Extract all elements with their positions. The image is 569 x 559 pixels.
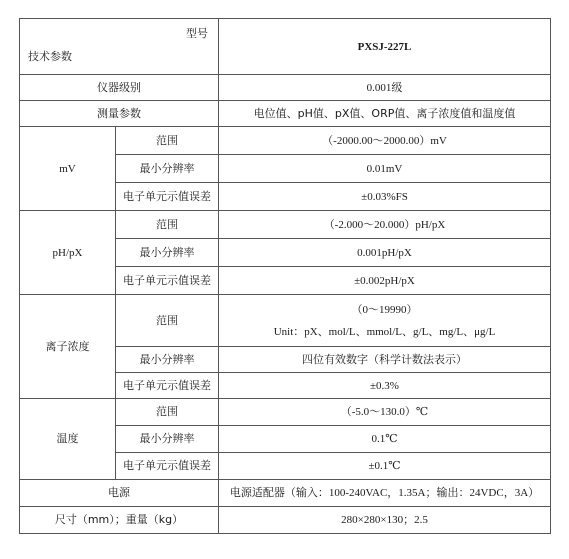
- temp-err-value: ±0.1℃: [219, 453, 551, 480]
- table-row: [20, 211, 551, 239]
- group-ph: pH/pX: [20, 211, 116, 295]
- group-temp: 温度: [20, 399, 116, 480]
- table-row: [20, 480, 551, 507]
- table-row: [20, 101, 551, 127]
- mv-range-label: 范围: [116, 127, 219, 155]
- table-row: [20, 75, 551, 101]
- temp-range-value: （-5.0～130.0）℃: [219, 399, 551, 426]
- ion-err-label: 电子单元示值误差: [116, 373, 219, 399]
- ion-res-label: 最小分辨率: [116, 347, 219, 373]
- table-row: [20, 295, 551, 347]
- group-ion: 离子浓度: [20, 295, 116, 399]
- model-value: PXSJ-227L: [219, 19, 551, 75]
- ph-res-value: 0.001pH/pX: [219, 239, 551, 267]
- temp-range-label: 范围: [116, 399, 219, 426]
- grade-label: 仪器级别: [20, 75, 219, 101]
- ph-res-label: 最小分辨率: [116, 239, 219, 267]
- temp-err-label: 电子单元示值误差: [116, 453, 219, 480]
- power-value: 电源适配器（输入：100-240VAC，1.35A；输出：24VDC，3A）: [219, 480, 551, 507]
- ion-range-unit: Unit：pX、mol/L、mmol/L、g/L、mg/L、μg/L: [273, 325, 496, 338]
- temp-res-label: 最小分辨率: [116, 426, 219, 453]
- ion-res-value: 四位有效数字（科学计数法表示）: [219, 347, 551, 373]
- mv-err-value: ±0.03%FS: [219, 183, 551, 211]
- measure-value: 电位值、pH值、pX值、ORP值、离子浓度值和温度值: [219, 101, 551, 127]
- ion-range-label: 范围: [116, 295, 219, 347]
- table-row: [20, 399, 551, 426]
- ph-err-value: ±0.002pH/pX: [219, 267, 551, 295]
- ph-range-label: 范围: [116, 211, 219, 239]
- table-row: [20, 19, 551, 75]
- measure-label: 测量参数: [20, 101, 219, 127]
- mv-err-label: 电子单元示值误差: [116, 183, 219, 211]
- mv-res-value: 0.01mV: [219, 155, 551, 183]
- ion-range-cell: [219, 295, 551, 347]
- param-label: 技术参数: [28, 50, 72, 63]
- ph-err-label: 电子单元示值误差: [116, 267, 219, 295]
- power-label: 电源: [20, 480, 219, 507]
- group-mv: mV: [20, 127, 116, 211]
- table-row: [20, 127, 551, 155]
- mv-res-label: 最小分辨率: [116, 155, 219, 183]
- temp-res-value: 0.1℃: [219, 426, 551, 453]
- ion-range-value: （0～19990）: [351, 303, 418, 316]
- ph-range-value: （-2.000～20.000）pH/pX: [219, 211, 551, 239]
- spec-table: [19, 18, 551, 534]
- size-label: 尺寸（mm）；重量（kg）: [20, 507, 219, 534]
- size-value: 280×280×130；2.5: [219, 507, 551, 534]
- model-label: 型号: [186, 27, 208, 40]
- header-cell: [20, 19, 219, 75]
- grade-value: 0.001级: [219, 75, 551, 101]
- table-row: [20, 507, 551, 534]
- mv-range-value: （-2000.00～2000.00）mV: [219, 127, 551, 155]
- ion-err-value: ±0.3%: [219, 373, 551, 399]
